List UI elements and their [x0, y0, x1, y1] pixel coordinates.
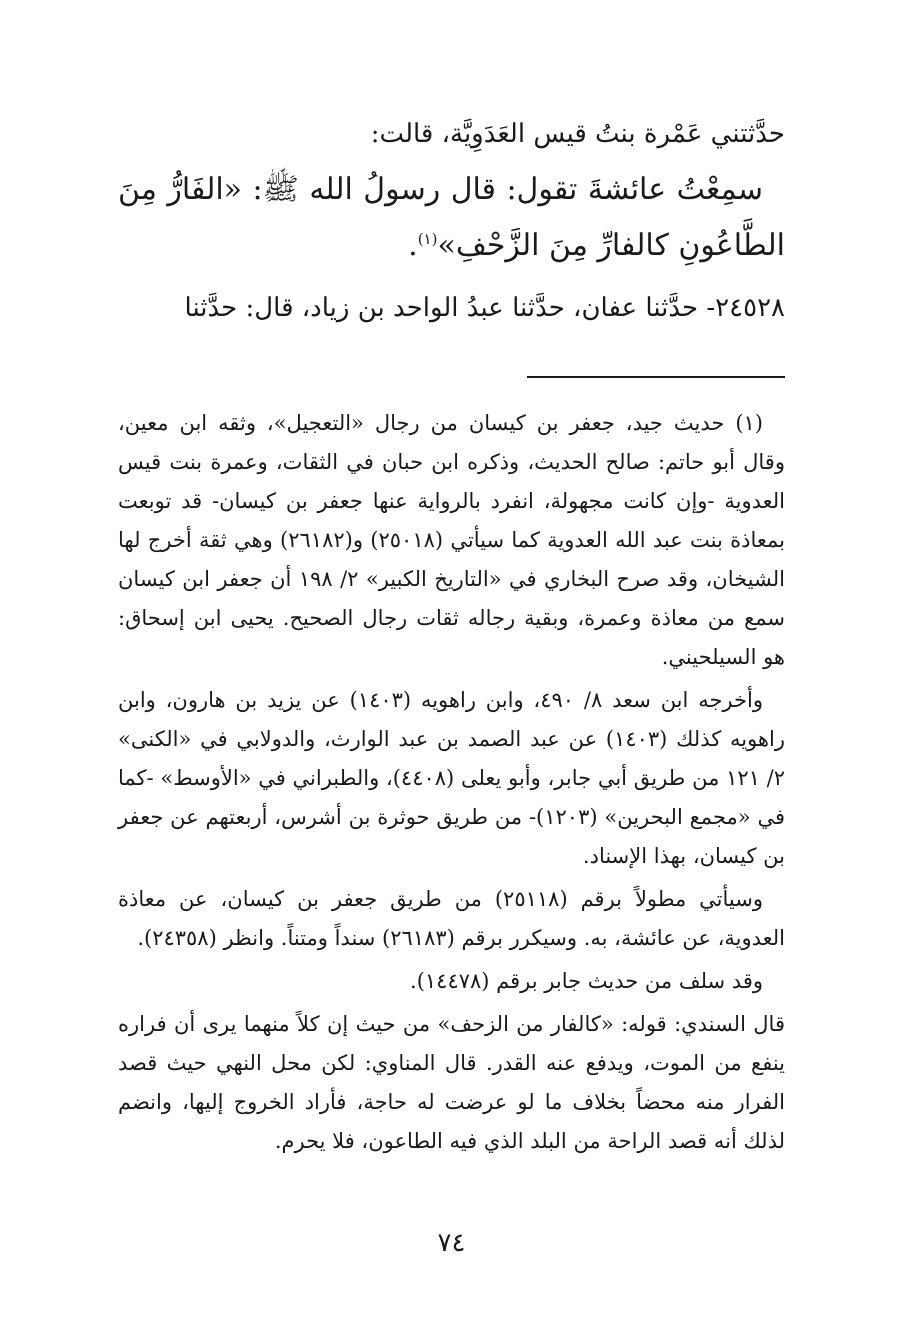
footnote-paragraph: قال السندي: قوله: «كالفار من الزحف» من حيث إن كلاً منهما يرى أن فراره ينفع من الموت، ويدفع عنه القدر. قال المناوي: لكن محل النهي حيث قصد الفرار منه محضاً بخلاف ما لو عرضت له حاجة، فأراد الخروج إليها، وانضم لذلك أنه قصد الراحة من البلد الذي فيه الطاعون، فلا يحرم. — [118, 1012, 785, 1153]
hadith-body: سمِعْتُ عائشةَ تقول: قال رسولُ الله ﷺ: «الفَارُّ مِنَ الطَّاعُونِ كالفارِّ مِنَ الزَّحْفِ» — [118, 172, 785, 263]
hadith-end: . — [408, 228, 418, 263]
footnote-paragraph: (١) حديث جيد، جعفر بن كيسان من رجال «التعجيل»، وثقه ابن معين، وقال أبو حاتم: صالح الحديث، وذكره ابن حبان في الثقات، وعمرة بنت قيس العدوية -وإن كانت مجهولة، انفرد بالرواية عنها جعفر بن كيسان- قد توبعت بمعاذة بنت عبد الله العدوية كما سيأتي (٢٥٠١٨) و(٢٦١٨٢) وهي ثقة أخرج لها الشيخان، وقد صرح البخاري في «التاريخ الكبير» ٢/ ١٩٨ أن جعفر ابن كيسان سمع من معاذة وعمرة، وبقية رجاله ثقات رجال الصحيح. يحيى ابن إسحاق: هو السيلحيني. — [118, 411, 785, 669]
next-hadith-heading: ٢٤٥٢٨- حدَّثنا عفان، حدَّثنا عبدُ الواحد بن زياد، قال: حدَّثنا — [184, 293, 785, 323]
footnote-paragraph: وأخرجه ابن سعد ٨/ ٤٩٠، وابن راهويه (١٤٠٣) عن يزيد بن هارون، وابن راهويه كذلك (١٤٠٣) عن عبد الصمد بن عبد الوارث، والدولابي في «الكنى» ٢/ ١٢١ من طريق أبي جابر، وأبو يعلى (٤٤٠٨)، والطبراني في «الأوسط» -كما في «مجمع البحرين» (١٢٠٣)- من طريق حوثرة بن أشرس، أربعتهم عن جعفر بن كيسان، بهذا الإسناد. — [118, 688, 785, 868]
page-number: ٧٤ — [437, 1228, 466, 1258]
main-text — [118, 108, 785, 334]
footnote-separator — [527, 376, 785, 378]
footnote-paragraph: وسيأتي مطولاً برقم (٢٥١١٨) من طريق جعفر بن كيسان، عن معاذة العدوية، عن عائشة، به. وسيكرر برقم (٢٦١٨٣) سنداً ومتناً. وانظر (٢٤٣٥٨). — [118, 887, 785, 950]
footnote-paragraph: وقد سلف من حديث جابر برقم (١٤٤٧٨). — [410, 969, 763, 993]
hadith-text — [118, 162, 785, 274]
narration-line: حدَّثتني عَمْرة بنتُ قيس العَدَوِيَّة، قالت: — [370, 119, 785, 149]
footnote-reference: (١) — [417, 230, 438, 248]
footnotes — [118, 404, 785, 1165]
